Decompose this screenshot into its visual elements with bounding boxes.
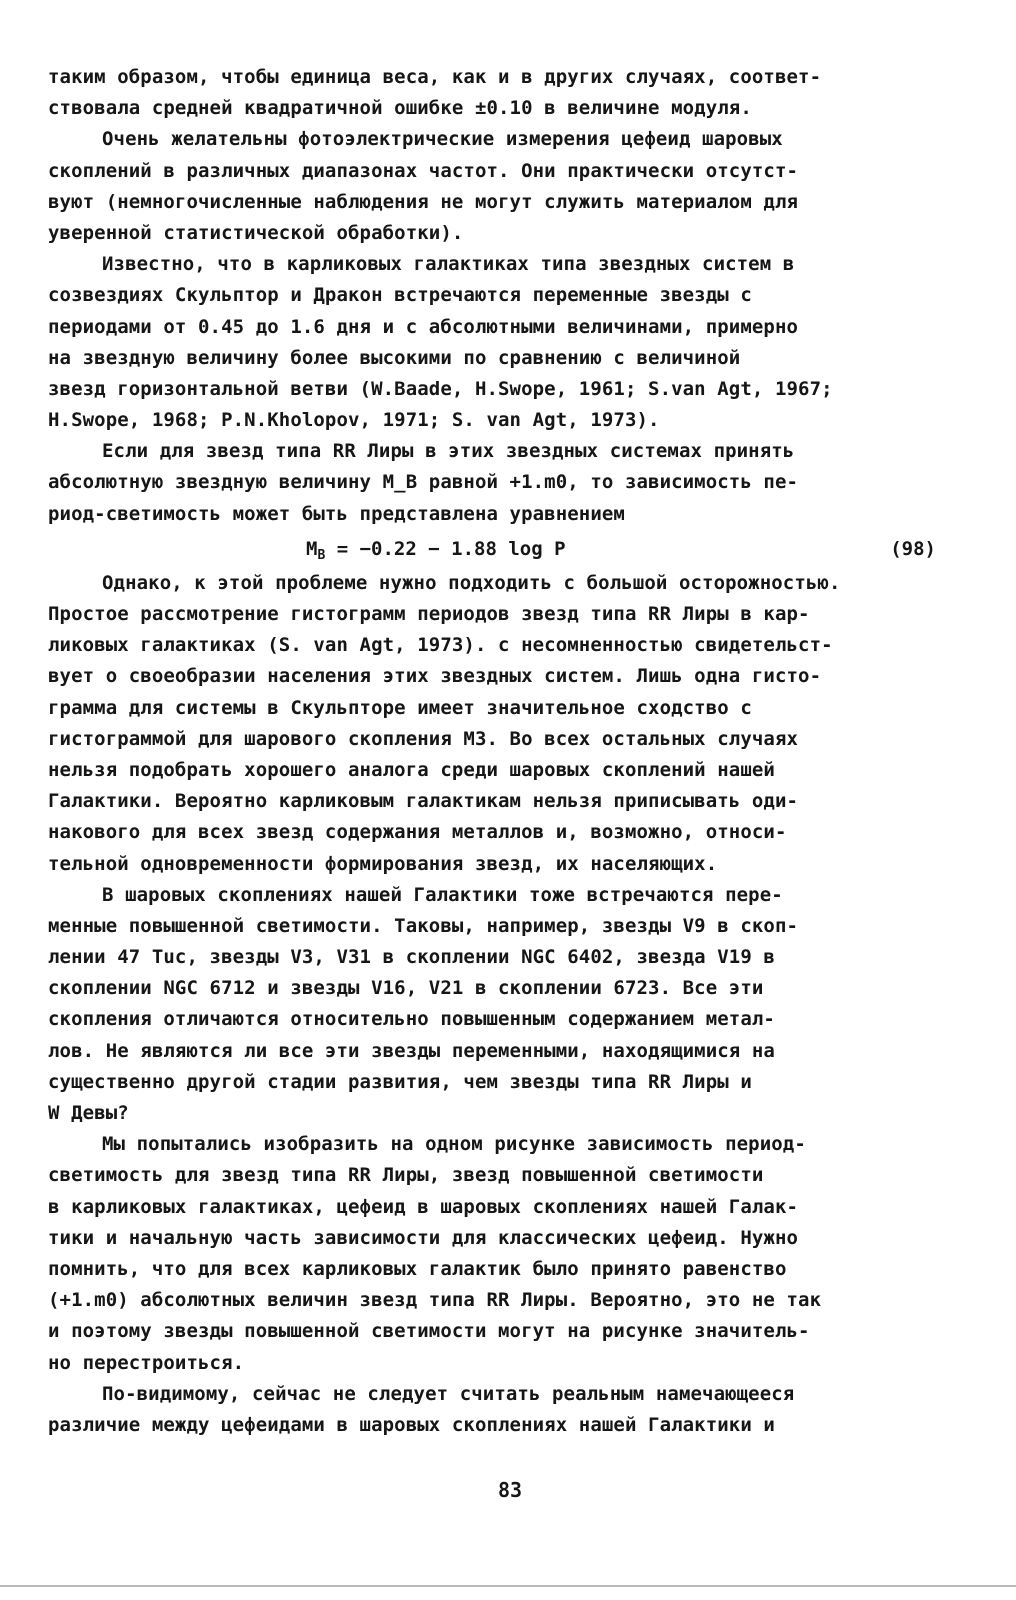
page-bottom-edge bbox=[0, 1585, 1016, 1587]
text-line: звезд горизонтальной ветви (W.Baade, H.Swope, 1961; S.van Agt, 1967; bbox=[48, 377, 833, 400]
text-line: ствовала средней квадратичной ошибке ±0.10 в величине модуля. bbox=[48, 97, 752, 120]
paragraph-2 bbox=[48, 124, 966, 249]
text-line: По-видимому, сейчас не следует считать реальным намечающееся bbox=[102, 1382, 795, 1405]
text-line: лении 47 Tuc, звезды V3, V31 в скоплении NGC 6402, звезда V19 в bbox=[48, 946, 775, 969]
text-line: Очень желательны фотоэлектрические измерения цефеид шаровых bbox=[102, 128, 783, 151]
equation-lhs-subscript: B bbox=[317, 547, 326, 563]
text-line: Однако, к этой проблеме нужно подходить с большой осторожностью. bbox=[102, 571, 841, 594]
text-line: существенно другой стадии развития, чем звезды типа RR Лиры и bbox=[48, 1070, 752, 1093]
text-line: H.Swope, 1968; P.N.Kholopov, 1971; S. van Agt, 1973). bbox=[48, 409, 660, 432]
text-line: менные повышенной светимости. Таковы, например, звезды V9 в скоп- bbox=[48, 914, 799, 937]
text-line: ликовых галактиках (S. van Agt, 1973). с несомненностью свидетельст- bbox=[48, 634, 833, 657]
text-line: таким образом, чтобы единица веса, как и в других случаях, соответ- bbox=[48, 66, 822, 88]
text-line: Мы попытались изобразить на одном рисунке зависимость период- bbox=[102, 1133, 806, 1156]
text-line: периодами от 0.45 до 1.6 дня и с абсолютными величинами, примерно bbox=[48, 315, 799, 338]
text-line: вуют (немногочисленные наблюдения не могут служить материалом для bbox=[48, 190, 799, 213]
text-line: гистограммой для шарового скопления M3. Во всех остальных случаях bbox=[48, 727, 799, 750]
text-line: уверенной статистической обработки). bbox=[48, 221, 464, 244]
text-line: Галактики. Вероятно карликовым галактикам нельзя приписывать оди- bbox=[48, 790, 799, 813]
paragraph-5 bbox=[48, 568, 966, 880]
paragraph-7 bbox=[48, 1129, 966, 1379]
text-line: светимость для звезд типа RR Лиры, звезд повышенной светимости bbox=[48, 1164, 764, 1187]
text-line: риод-светимость может быть представлена уравнением bbox=[48, 502, 625, 525]
paragraph-3 bbox=[48, 249, 966, 436]
paragraph-8 bbox=[48, 1379, 966, 1441]
equation-number: (98) bbox=[890, 537, 936, 560]
text-line: скоплений в различных диапазонах частот. Они практически отсутст- bbox=[48, 159, 799, 182]
text-line: различие между цефеидами в шаровых скоплениях нашей Галактики и bbox=[48, 1413, 775, 1436]
text-line: накового для всех звезд содержания металлов и, возможно, относи- bbox=[48, 821, 787, 844]
text-line: и поэтому звезды повышенной светимости могут на рисунке значитель- bbox=[48, 1320, 810, 1343]
text-line: скоплении NGC 6712 и звезды V16, V21 в скоплении 6723. Все эти bbox=[48, 977, 764, 1000]
text-line: грамма для системы в Скульпторе имеет значительное сходство с bbox=[48, 696, 752, 719]
text-line: тики и начальную часть зависимости для классических цефеид. Нужно bbox=[48, 1226, 799, 1249]
page-number: 83 bbox=[497, 1478, 523, 1502]
text-line: (+1.m0) абсолютных величин звезд типа RR Лиры. Вероятно, это не так bbox=[48, 1289, 822, 1312]
equation-98 bbox=[48, 530, 966, 568]
paragraph-4 bbox=[48, 436, 966, 530]
text-line: Простое рассмотрение гистограмм периодов звезд типа RR Лиры в кар- bbox=[48, 603, 810, 625]
text-line: В шаровых скоплениях нашей Галактики тоже встречаются пере- bbox=[102, 883, 783, 906]
paragraph-6 bbox=[48, 880, 966, 1130]
text-line: тельной одновременности формирования звезд, их населяющих. bbox=[48, 852, 718, 875]
equation-rhs: = −0.22 − 1.88 log P bbox=[336, 537, 566, 560]
text-line: W Девы? bbox=[48, 1102, 129, 1124]
text-line: абсолютную звездную величину M_B равной +1.m0, то зависимость пе- bbox=[48, 471, 799, 494]
text-line: вует о своеобразии населения этих звездных систем. Лишь одна гисто- bbox=[48, 665, 822, 688]
equation-lhs: M bbox=[306, 537, 318, 560]
text-line: нельзя подобрать хорошего аналога среди шаровых скоплений нашей bbox=[48, 758, 775, 781]
text-line: созвездиях Скульптор и Дракон встречаются переменные звезды с bbox=[48, 284, 752, 307]
page-body bbox=[48, 62, 966, 1441]
text-line: скопления отличаются относительно повышенным содержанием метал- bbox=[48, 1008, 775, 1031]
text-line: Известно, что в карликовых галактиках типа звездных систем в bbox=[102, 253, 795, 276]
text-line: Если для звезд типа RR Лиры в этих звездных системах принять bbox=[102, 440, 795, 463]
paragraph-1 bbox=[48, 62, 966, 124]
text-line: на звездную величину более высокими по сравнению с величиной bbox=[48, 346, 741, 369]
equation-body bbox=[306, 530, 566, 575]
text-line: в карликовых галактиках, цефеид в шаровых скоплениях нашей Галак- bbox=[48, 1195, 799, 1218]
text-line: но перестроиться. bbox=[48, 1351, 245, 1374]
text-line: лов. Не являются ли все эти звезды переменными, находящимися на bbox=[48, 1039, 775, 1062]
text-line: помнить, что для всех карликовых галактик было принято равенство bbox=[48, 1257, 787, 1280]
